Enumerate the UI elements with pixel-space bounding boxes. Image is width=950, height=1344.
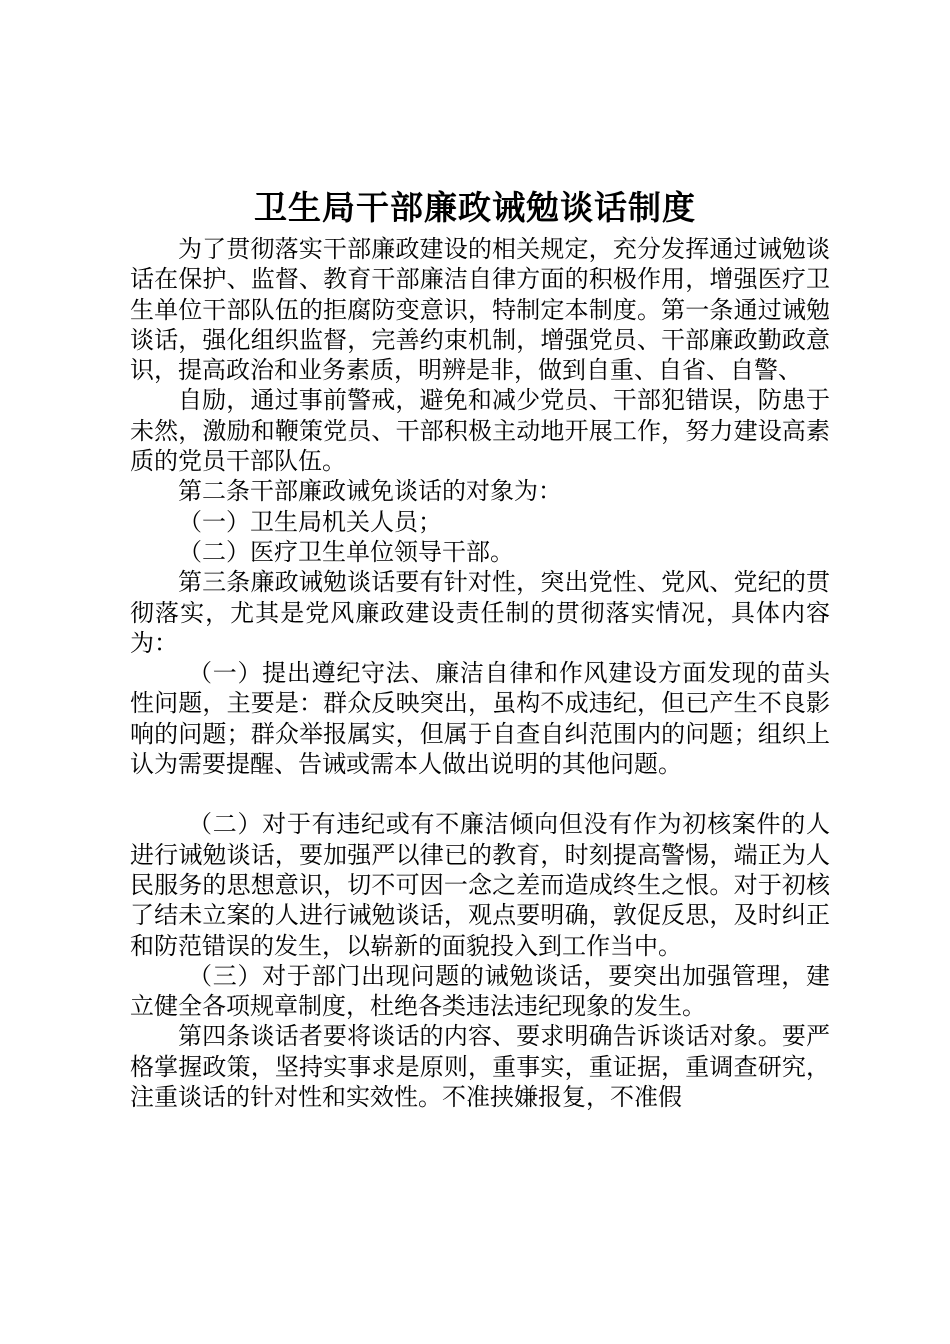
paragraph-article-2: 第二条干部廉政诫免谈话的对象为： (178, 477, 562, 506)
paragraph-article-2-item-2: （二）医疗卫生单位领导干部。 (178, 537, 514, 566)
paragraph-article-3-item-3: （三）对于部门出现问题的诫勉谈话，要突出加强管理，建立健全各项规章制度，杜绝各类违法违纪现象的发生。 (130, 961, 830, 1021)
document-body (130, 234, 830, 1112)
paragraph-article-3: 第三条廉政诫勉谈话要有针对性，突出党性、党风、党纪的贯彻落实，尤其是党风廉政建设责任制的贯彻落实情况，具体内容为： (130, 568, 830, 657)
paragraph-article-2-item-1: （一）卫生局机关人员； (178, 507, 442, 536)
paragraph-intro-continued: 自励，通过事前警戒，避免和减少党员、干部犯错误，防患于未然，激励和鞭策党员、干部积极主动地开展工作，努力建设高素质的党员干部队伍。 (130, 386, 830, 476)
paragraph-article-3-item-1: （一）提出遵纪守法、廉洁自律和作风建设方面发现的苗头性问题，主要是：群众反映突出，虽构不成违纪，但已产生不良影响的问题；群众举报属实，但属于自查自纠范围内的问题；组织上认为需要提醒、告诫或需本人做出说明的其他问题。 (130, 659, 830, 779)
paragraph-article-3-item-2: （二）对于有违纪或有不廉洁倾向但没有作为初核案件的人进行诫勉谈话，要加强严以律已的教育，时刻提高警惕，端正为人民服务的思想意识，切不可因一念之差而造成终生之恨。对于初核了结未立案的人进行诫勉谈话，观点要明确，敦促反思，及时纠正和防范错误的发生，以崭新的面貌投入到工作当中。 (130, 810, 830, 960)
paragraph-intro: 为了贯彻落实干部廉政建设的相关规定，充分发挥通过诫勉谈话在保护、监督、教育干部廉洁自律方面的积极作用，增强医疗卫生单位干部队伍的拒腐防变意识，特制定本制度。第一条通过诫勉谈话，强化组织监督，完善约束机制，增强党员、干部廉政勤政意识，提高政治和业务素质，明辨是非，做到自重、自省、自警、 (130, 235, 830, 385)
paragraph-article-4: 第四条谈话者要将谈话的内容、要求明确告诉谈话对象。要严格掌握政策，坚持实事求是原则，重事实，重证据，重调查研究，注重谈话的针对性和实效性。不准挟嫌报复，不准假 (130, 1022, 830, 1112)
document-title: 卫生局干部廉政诫勉谈话制度 (254, 188, 696, 227)
paragraph-gap (130, 779, 830, 809)
